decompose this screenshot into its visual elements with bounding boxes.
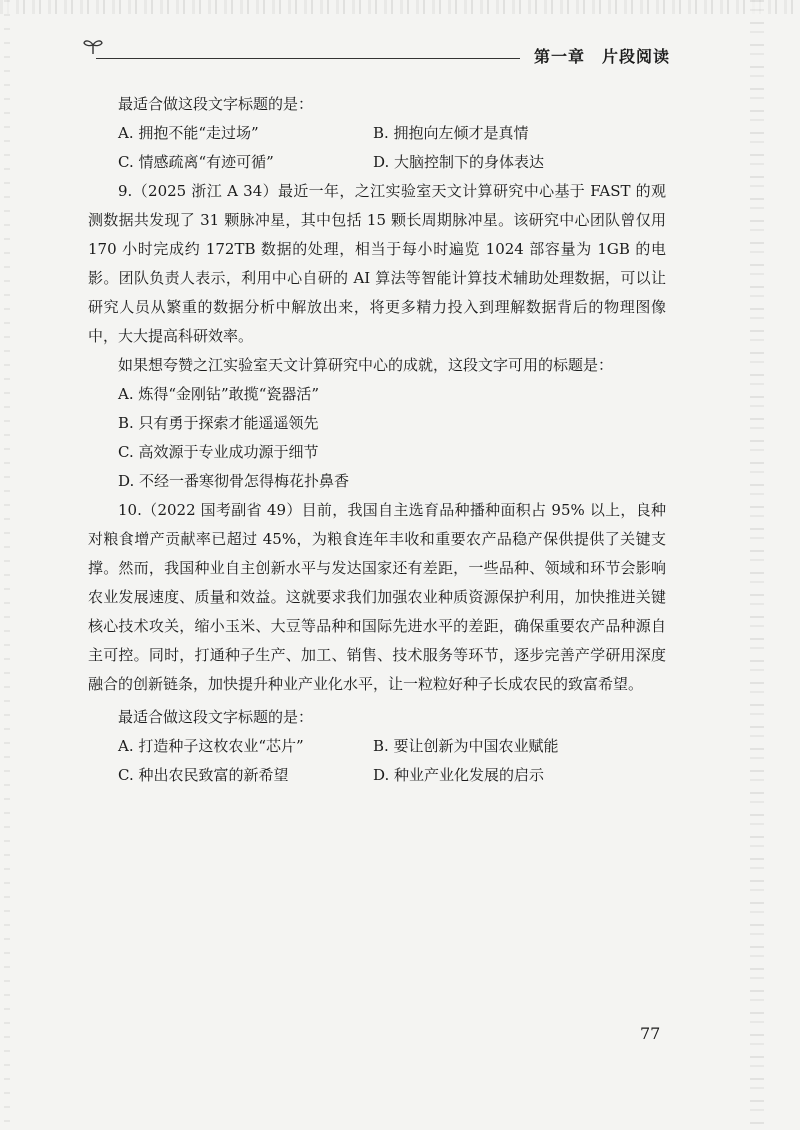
q10-options-row-2 — [118, 761, 666, 790]
q8-option-a: A. 拥抱不能“走过场” — [118, 124, 259, 142]
q10-option-d: D. 种业产业化发展的启示 — [373, 766, 545, 784]
scan-noise-left — [4, 0, 10, 1130]
q9-option-b: B. 只有勇于探索才能遥遥领先 — [118, 414, 319, 432]
q9-prompt: 如果想夸赞之江实验室天文计算研究中心的成就，这段文字可用的标题是： — [118, 356, 614, 374]
page-number: 77 — [640, 1024, 661, 1043]
header-rule — [96, 58, 520, 59]
scan-noise-right — [750, 0, 764, 1130]
q10-option-a: A. 打造种子这枚农业“芯片” — [118, 737, 304, 755]
q8-prompt: 最适合做这段文字标题的是： — [118, 95, 314, 113]
q9-option-a: A. 炼得“金刚钻”敢揽“瓷器活” — [118, 385, 320, 403]
scan-noise-top — [0, 0, 800, 14]
q10-option-c: C. 种出农民致富的新希望 — [118, 766, 289, 784]
sprout-icon — [82, 38, 104, 56]
chapter-title: 第一章 片段阅读 — [533, 47, 670, 66]
q8-options-row-1 — [118, 119, 666, 148]
q10-prompt: 最适合做这段文字标题的是： — [118, 708, 314, 726]
q9-option-d: D. 不经一番寒彻骨怎得梅花扑鼻香 — [118, 472, 350, 490]
q8-option-b: B. 拥抱向左倾才是真情 — [373, 124, 529, 142]
q8-options-row-2 — [118, 148, 666, 177]
q9-passage: 9.（2025 浙江 A 34）最近一年，之江实验室天文计算研究中心基于 FAST 的观测数据共发现了 31 颗脉冲星，其中包括 15 颗长周期脉冲星。该研究中心团队曾仅用 170 小时完成约 172TB 数据的处理，相当于每小时遍览 1024 部容量为 1GB 的电影。团队负责人表示，利用中心自研的 AI 算法等智能计算技术辅助处理数据，可以让研究人员从繁重的数据分析中解放出来，将更多精力投入到理解数据背后的物理图像中，大大提高科研效率。 — [88, 182, 666, 345]
q10-passage: 10.（2022 国考副省 49）目前，我国自主选育品种播种面积占 95% 以上，良种对粮食增产贡献率已超过 45%，为粮食连年丰收和重要农产品稳产保供提供了关键支撑。然而，我国种业自主创新水平与发达国家还有差距，一些品种、领域和环节会影响农业发展速度、质量和效益。这就要求我们加强农业种质资源保护利用，加快推进关键核心技术攻关，缩小玉米、大豆等品种和国际先进水平的差距，确保重要农产品种源自主可控。同时，打通种子生产、加工、销售、技术服务等环节，逐步完善产学研用深度融合的创新链条，加快提升种业产业化水平，让一粒粒好种子长成农民的致富希望。 — [88, 501, 666, 693]
q9-option-c: C. 高效源于专业成功源于细节 — [118, 443, 319, 461]
q10-options-row-1 — [118, 732, 666, 761]
page-content — [88, 90, 666, 790]
q8-option-c: C. 情感疏离“有迹可循” — [118, 153, 274, 171]
page-header — [82, 38, 670, 70]
q10-option-b: B. 要让创新为中国农业赋能 — [373, 737, 559, 755]
q8-option-d: D. 大脑控制下的身体表达 — [373, 153, 545, 171]
